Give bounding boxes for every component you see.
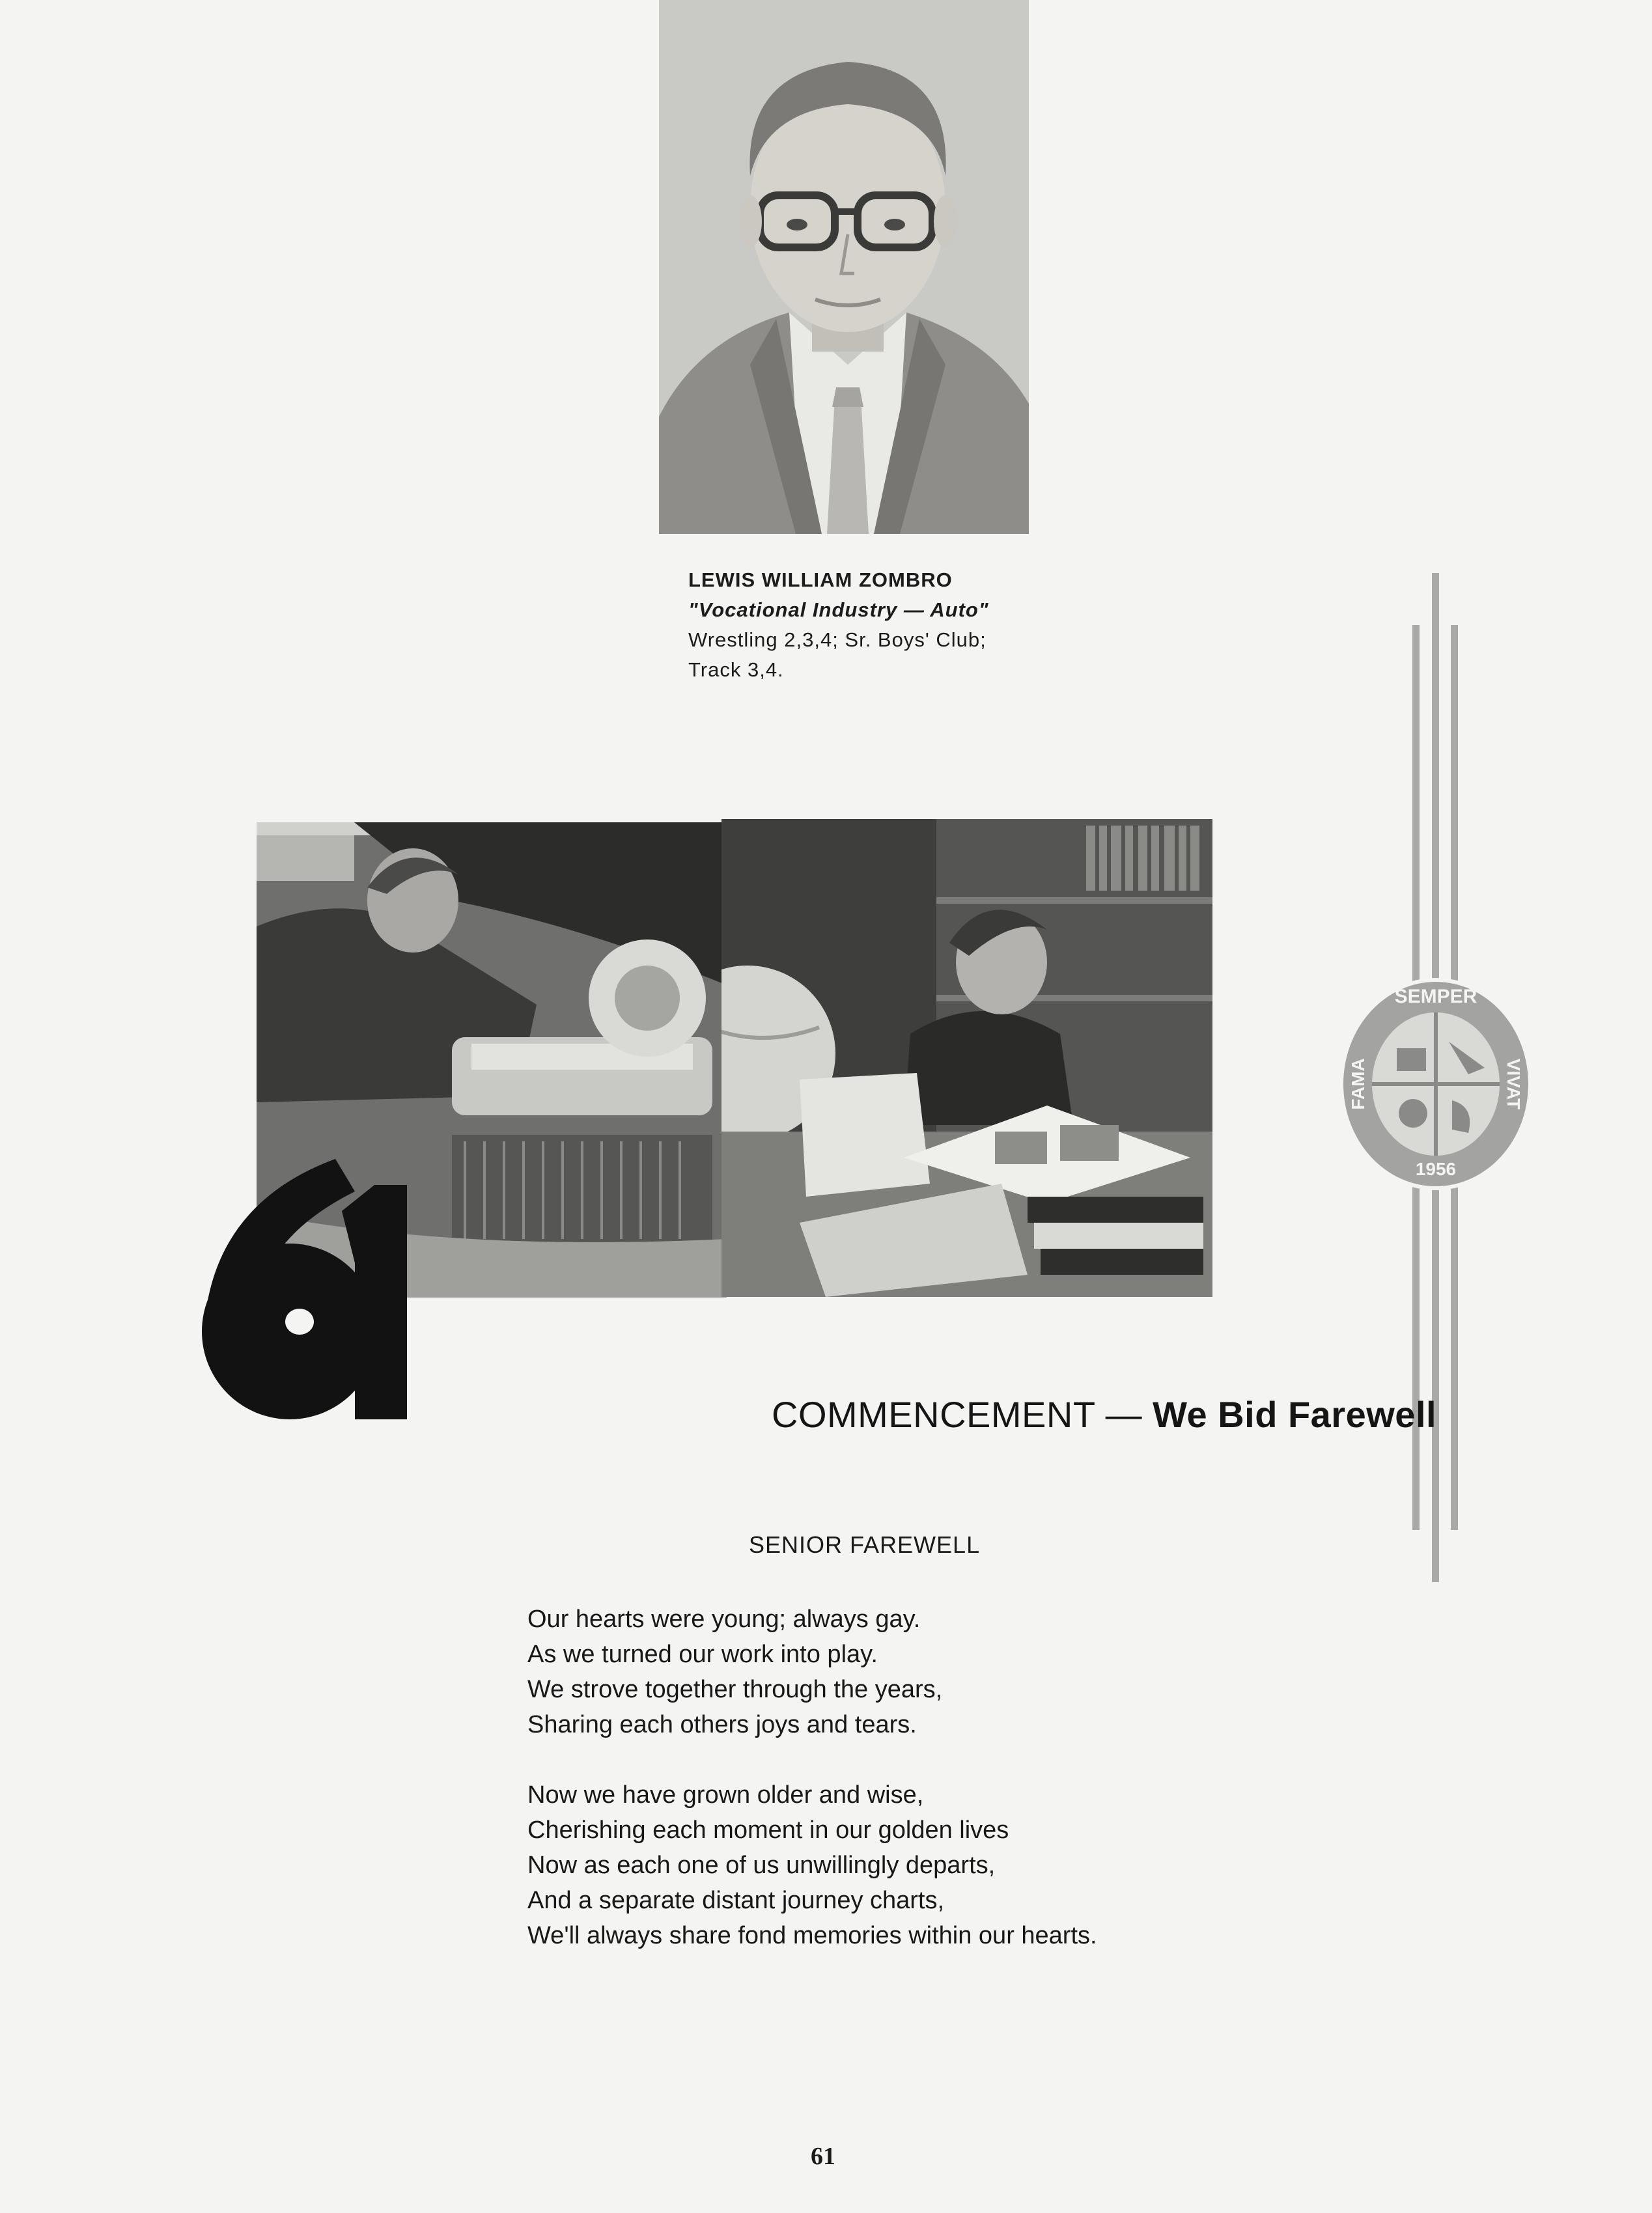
- poem-line: We strove together through the years,: [527, 1676, 943, 1703]
- seal-text-left: FAMA: [1348, 1058, 1368, 1110]
- student-activities-line-1: Wrestling 2,3,4; Sr. Boys' Club;: [688, 628, 987, 651]
- poem-line: And a separate distant journey charts,: [527, 1887, 945, 1914]
- poem-line: We'll always share fond memories within our hearts.: [527, 1922, 1097, 1949]
- heading-main: COMMENCEMENT —: [772, 1394, 1153, 1435]
- poem-stanza-1: [527, 1602, 942, 1742]
- poem-line: Now as each one of us unwillingly departs,: [527, 1852, 996, 1879]
- page-number-badge: [186, 1146, 410, 1419]
- seal-text-top: SEMPER: [1394, 986, 1477, 1007]
- poem-line: Now we have grown older and wise,: [527, 1781, 924, 1809]
- school-seal: [1338, 977, 1533, 1191]
- poem-title: SENIOR FAREWELL: [749, 1531, 981, 1558]
- student-activities-line-2: Track 3,4.: [688, 658, 784, 681]
- student-name: LEWIS WILLIAM ZOMBRO: [688, 568, 953, 591]
- page-number: 61: [811, 2143, 835, 2170]
- library-study-photo: [721, 819, 1212, 1297]
- senior-portrait-photo: [659, 0, 1029, 534]
- poem-line: Sharing each others joys and tears.: [527, 1711, 917, 1738]
- student-course: "Vocational Industry — Auto": [688, 598, 989, 621]
- poem-line: Our hearts were young; always gay.: [527, 1606, 921, 1633]
- poem-stanza-2: [527, 1777, 1097, 1953]
- commencement-heading: [772, 1393, 1436, 1436]
- poem-line: As we turned our work into play.: [527, 1641, 878, 1668]
- seal-text-right: VIVAT: [1504, 1058, 1524, 1110]
- poem-line: Cherishing each moment in our golden lives: [527, 1816, 1009, 1844]
- seal-year: 1956: [1415, 1159, 1457, 1179]
- portrait-caption: [688, 565, 1079, 685]
- heading-emphasis: We Bid Farewell: [1153, 1394, 1437, 1435]
